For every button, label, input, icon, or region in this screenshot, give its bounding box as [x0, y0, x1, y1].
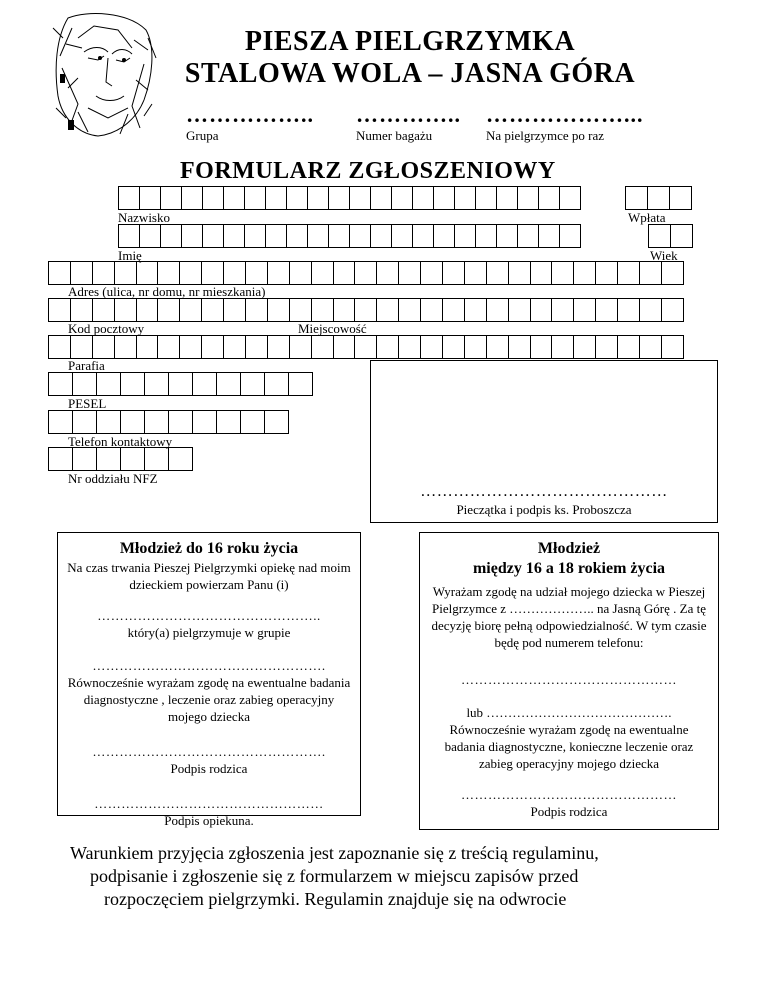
char-box[interactable]: [464, 335, 487, 359]
postal-code-label: Kod pocztowy: [68, 321, 145, 336]
char-box[interactable]: [412, 186, 434, 210]
pilgrimage-logo: [48, 8, 160, 140]
parent-signature-label: Podpis rodzica: [170, 761, 248, 776]
char-box[interactable]: [244, 186, 266, 210]
char-box[interactable]: [70, 335, 93, 359]
char-box[interactable]: [160, 186, 182, 210]
char-box[interactable]: [307, 186, 329, 210]
char-box[interactable]: [617, 298, 640, 322]
char-box[interactable]: [454, 186, 476, 210]
char-box[interactable]: [311, 298, 334, 322]
char-box[interactable]: [136, 298, 159, 322]
char-box[interactable]: [48, 298, 71, 322]
char-box[interactable]: [625, 186, 648, 210]
char-box[interactable]: [442, 261, 465, 285]
char-box[interactable]: [670, 224, 693, 248]
char-box[interactable]: [464, 298, 487, 322]
pilgrimage-title-line2: STALOWA WOLA – JASNA GÓRA: [184, 58, 636, 89]
char-box[interactable]: [354, 261, 377, 285]
char-box[interactable]: [179, 261, 202, 285]
guardian-group-text: który(a) pielgrzymuje w grupie: [127, 625, 291, 640]
pilgrimage-title-line1: PIESZA PIELGRZYMKA: [244, 26, 576, 57]
char-box[interactable]: [72, 372, 97, 396]
char-box[interactable]: [354, 335, 377, 359]
pesel-boxes[interactable]: [48, 372, 312, 396]
char-box[interactable]: [48, 447, 73, 471]
under-16-panel: [57, 532, 361, 828]
char-box[interactable]: [245, 335, 268, 359]
char-box[interactable]: [661, 298, 684, 322]
char-box[interactable]: [181, 224, 203, 248]
char-box[interactable]: [573, 335, 596, 359]
char-box[interactable]: [223, 186, 245, 210]
stamp-signature-label: Pieczątka i podpis ks. Proboszcza: [456, 502, 632, 517]
char-box[interactable]: [530, 298, 553, 322]
char-box[interactable]: [464, 261, 487, 285]
char-box[interactable]: [486, 261, 509, 285]
char-box[interactable]: [617, 261, 640, 285]
char-box[interactable]: [216, 410, 241, 434]
char-box[interactable]: [517, 186, 539, 210]
char-box[interactable]: [551, 335, 574, 359]
char-box[interactable]: [370, 224, 392, 248]
char-box[interactable]: [201, 298, 224, 322]
char-box[interactable]: [661, 261, 684, 285]
char-box[interactable]: [92, 298, 115, 322]
under-16-text: Na czas trwania Pieszej Pielgrzymki opiekę nad moim dzieckiem powierzam Panu (i): [67, 560, 351, 592]
char-box[interactable]: [454, 224, 476, 248]
char-box[interactable]: [311, 261, 334, 285]
char-box[interactable]: [307, 224, 329, 248]
char-box[interactable]: [391, 224, 413, 248]
char-box[interactable]: [517, 224, 539, 248]
char-box[interactable]: [661, 335, 684, 359]
char-box[interactable]: [538, 186, 560, 210]
char-box[interactable]: [551, 298, 574, 322]
char-box[interactable]: [486, 298, 509, 322]
char-box[interactable]: [376, 261, 399, 285]
char-box[interactable]: [328, 224, 350, 248]
char-box[interactable]: [48, 261, 71, 285]
char-box[interactable]: [559, 224, 581, 248]
char-box[interactable]: [530, 261, 553, 285]
char-box[interactable]: [144, 372, 169, 396]
surname-label: Nazwisko: [118, 210, 170, 225]
char-box[interactable]: [192, 372, 217, 396]
pilgrimage-count-dots: ………………...: [486, 102, 644, 127]
char-box[interactable]: [136, 335, 159, 359]
char-box[interactable]: [289, 335, 312, 359]
surname-boxes[interactable]: [118, 186, 580, 210]
char-box[interactable]: [202, 224, 224, 248]
luggage-number-dots: …………..: [356, 102, 461, 127]
char-box[interactable]: [475, 186, 497, 210]
char-box[interactable]: [179, 298, 202, 322]
char-box[interactable]: [120, 372, 145, 396]
char-box[interactable]: [508, 261, 531, 285]
char-box[interactable]: [240, 410, 265, 434]
char-box[interactable]: [391, 186, 413, 210]
pesel-label: PESEL: [68, 396, 107, 411]
char-box[interactable]: [267, 261, 290, 285]
char-box[interactable]: [333, 261, 356, 285]
char-box[interactable]: [349, 224, 371, 248]
char-box[interactable]: [398, 298, 421, 322]
char-box[interactable]: [72, 447, 97, 471]
char-box[interactable]: [264, 410, 289, 434]
group-label: Grupa: [186, 128, 219, 143]
payment-label: Wpłata: [628, 210, 666, 225]
char-box[interactable]: [92, 335, 115, 359]
char-box[interactable]: [639, 261, 662, 285]
char-box[interactable]: [265, 224, 287, 248]
char-box[interactable]: [179, 335, 202, 359]
char-box[interactable]: [420, 335, 443, 359]
char-box[interactable]: [48, 410, 73, 434]
postal-city-boxes[interactable]: [48, 298, 683, 322]
form-title: FORMULARZ ZGŁOSZENIOWY: [180, 158, 556, 184]
char-box[interactable]: [192, 410, 217, 434]
char-box[interactable]: [244, 224, 266, 248]
pilgrimage-count-label: Na pielgrzymce po raz: [486, 128, 605, 143]
pilgrimage-count-field[interactable]: [486, 102, 644, 144]
guardian-signature-dots[interactable]: ……………………………………………: [94, 796, 324, 811]
age-label: Wiek: [650, 248, 678, 263]
char-box[interactable]: [617, 335, 640, 359]
age-16-18-title-line2: między 16 a 18 rokiem życia: [472, 560, 666, 577]
under-16-title: Młodzież do 16 roku życia: [119, 540, 299, 557]
char-box[interactable]: [508, 298, 531, 322]
address-boxes[interactable]: [48, 261, 683, 285]
age-16-18-panel: [419, 532, 719, 830]
char-box[interactable]: [264, 372, 289, 396]
char-box[interactable]: [433, 224, 455, 248]
char-box[interactable]: [496, 186, 518, 210]
nfz-boxes[interactable]: [48, 447, 192, 471]
char-box[interactable]: [48, 372, 73, 396]
footer-line2: podpisanie i zgłoszenie się z formularzem w miejscu zapisów przed: [90, 866, 579, 886]
alternative-phone-text[interactable]: lub …………………………………….: [466, 705, 672, 720]
first-name-label: Imię: [118, 248, 142, 263]
char-box[interactable]: [288, 372, 313, 396]
char-box[interactable]: [442, 298, 465, 322]
char-box[interactable]: [245, 298, 268, 322]
address-label: Adres (ulica, nr domu, nr mieszkania): [68, 284, 266, 299]
char-box[interactable]: [370, 186, 392, 210]
char-box[interactable]: [136, 261, 159, 285]
char-box[interactable]: [486, 335, 509, 359]
char-box[interactable]: [376, 335, 399, 359]
char-box[interactable]: [245, 261, 268, 285]
char-box[interactable]: [144, 447, 169, 471]
char-box[interactable]: [96, 410, 121, 434]
char-box[interactable]: [333, 298, 356, 322]
char-box[interactable]: [72, 410, 97, 434]
phone-boxes[interactable]: [48, 410, 288, 434]
char-box[interactable]: [118, 186, 140, 210]
char-box[interactable]: [289, 298, 312, 322]
char-box[interactable]: [216, 372, 241, 396]
char-box[interactable]: [267, 335, 290, 359]
char-box[interactable]: [433, 186, 455, 210]
char-box[interactable]: [120, 410, 145, 434]
char-box[interactable]: [168, 372, 193, 396]
char-box[interactable]: [160, 224, 182, 248]
char-box[interactable]: [647, 186, 670, 210]
char-box[interactable]: [349, 186, 371, 210]
stamp-box[interactable]: [370, 360, 718, 523]
char-box[interactable]: [376, 298, 399, 322]
first-name-boxes[interactable]: [118, 224, 580, 248]
stamp-signature-dots: ………………………………………: [420, 483, 668, 500]
char-box[interactable]: [289, 261, 312, 285]
char-box[interactable]: [70, 261, 93, 285]
guardian-signature-label: Podpis opiekuna.: [164, 813, 254, 828]
char-box[interactable]: [168, 410, 193, 434]
age-16-18-medical-consent-text: Równocześnie wyrażam zgodę na ewentualne badania diagnostyczne, konieczne leczenie oraz zabieg operacyjny mojego dziecka: [444, 722, 694, 771]
char-box[interactable]: [420, 298, 443, 322]
luggage-number-field[interactable]: [356, 102, 461, 144]
char-box[interactable]: [639, 298, 662, 322]
age-16-18-consent-text: Wyrażam zgodę na udział mojego dziecka w Pieszej Pielgrzymce z ……………….. na Jasną Górę . Za tę decyzję biorę pełną odpowiedzialność. W tym czasie będę pod numerem telefonu:: [431, 584, 707, 650]
char-box[interactable]: [96, 447, 121, 471]
parish-boxes[interactable]: [48, 335, 683, 359]
luggage-number-label: Numer bagażu: [356, 128, 433, 143]
char-box[interactable]: [114, 335, 137, 359]
char-box[interactable]: [267, 298, 290, 322]
char-box[interactable]: [559, 186, 581, 210]
parent-signature-dots[interactable]: …………………………………………….: [92, 744, 326, 759]
group-dots: ……………..: [186, 102, 314, 127]
group-field[interactable]: [186, 102, 314, 144]
age-16-18-title-line1: Młodzież: [537, 540, 601, 557]
age-boxes[interactable]: [648, 224, 692, 248]
under-16-consent-text: Równocześnie wyrażam zgodę na ewentualne badania diagnostyczne , leczenie oraz zabieg operacyjny mojego dziecka: [67, 675, 351, 724]
char-box[interactable]: [286, 224, 308, 248]
char-box[interactable]: [139, 224, 161, 248]
char-box[interactable]: [240, 372, 265, 396]
char-box[interactable]: [333, 335, 356, 359]
char-box[interactable]: [139, 186, 161, 210]
char-box[interactable]: [573, 261, 596, 285]
char-box[interactable]: [120, 447, 145, 471]
char-box[interactable]: [144, 410, 169, 434]
char-box[interactable]: [595, 298, 618, 322]
char-box[interactable]: [223, 298, 246, 322]
char-box[interactable]: [530, 335, 553, 359]
char-box[interactable]: [328, 186, 350, 210]
char-box[interactable]: [157, 261, 180, 285]
char-box[interactable]: [420, 261, 443, 285]
right-parent-signature-label: Podpis rodzica: [530, 804, 608, 819]
char-box[interactable]: [286, 186, 308, 210]
char-box[interactable]: [202, 186, 224, 210]
char-box[interactable]: [114, 261, 137, 285]
char-box[interactable]: [551, 261, 574, 285]
char-box[interactable]: [70, 298, 93, 322]
char-box[interactable]: [201, 261, 224, 285]
char-box[interactable]: [398, 335, 421, 359]
right-parent-signature-dots[interactable]: …………………………………………: [461, 787, 677, 802]
char-box[interactable]: [475, 224, 497, 248]
char-box[interactable]: [223, 224, 245, 248]
char-box[interactable]: [648, 224, 671, 248]
group-name-dots[interactable]: …………………………………………….: [92, 658, 326, 673]
char-box[interactable]: [398, 261, 421, 285]
char-box[interactable]: [92, 261, 115, 285]
char-box[interactable]: [538, 224, 560, 248]
char-box[interactable]: [96, 372, 121, 396]
char-box[interactable]: [595, 261, 618, 285]
parent-phone-dots[interactable]: …………………………………………: [461, 672, 677, 687]
char-box[interactable]: [118, 224, 140, 248]
guardian-name-dots[interactable]: …………………………………………..: [97, 608, 321, 623]
char-box[interactable]: [508, 335, 531, 359]
char-box[interactable]: [311, 335, 334, 359]
char-box[interactable]: [223, 335, 246, 359]
char-box[interactable]: [168, 447, 193, 471]
payment-boxes[interactable]: [625, 186, 691, 210]
footer-line3: rozpoczęciem pielgrzymki. Regulamin znajduje się na odwrocie: [104, 889, 567, 909]
char-box[interactable]: [223, 261, 246, 285]
char-box[interactable]: [496, 224, 518, 248]
char-box[interactable]: [265, 186, 287, 210]
char-box[interactable]: [639, 335, 662, 359]
char-box[interactable]: [114, 298, 137, 322]
char-box[interactable]: [412, 224, 434, 248]
char-box[interactable]: [354, 298, 377, 322]
char-box[interactable]: [157, 335, 180, 359]
phone-label: Telefon kontaktowy: [68, 434, 173, 449]
char-box[interactable]: [201, 335, 224, 359]
char-box[interactable]: [157, 298, 180, 322]
char-box[interactable]: [48, 335, 71, 359]
footer-line1: Warunkiem przyjęcia zgłoszenia jest zapoznanie się z treścią regulaminu,: [70, 843, 599, 863]
char-box[interactable]: [442, 335, 465, 359]
char-box[interactable]: [573, 298, 596, 322]
char-box[interactable]: [595, 335, 618, 359]
city-label: Miejscowość: [298, 321, 367, 336]
char-box[interactable]: [181, 186, 203, 210]
char-box[interactable]: [669, 186, 692, 210]
parish-label: Parafia: [68, 358, 105, 373]
nfz-label: Nr oddziału NFZ: [68, 471, 158, 486]
